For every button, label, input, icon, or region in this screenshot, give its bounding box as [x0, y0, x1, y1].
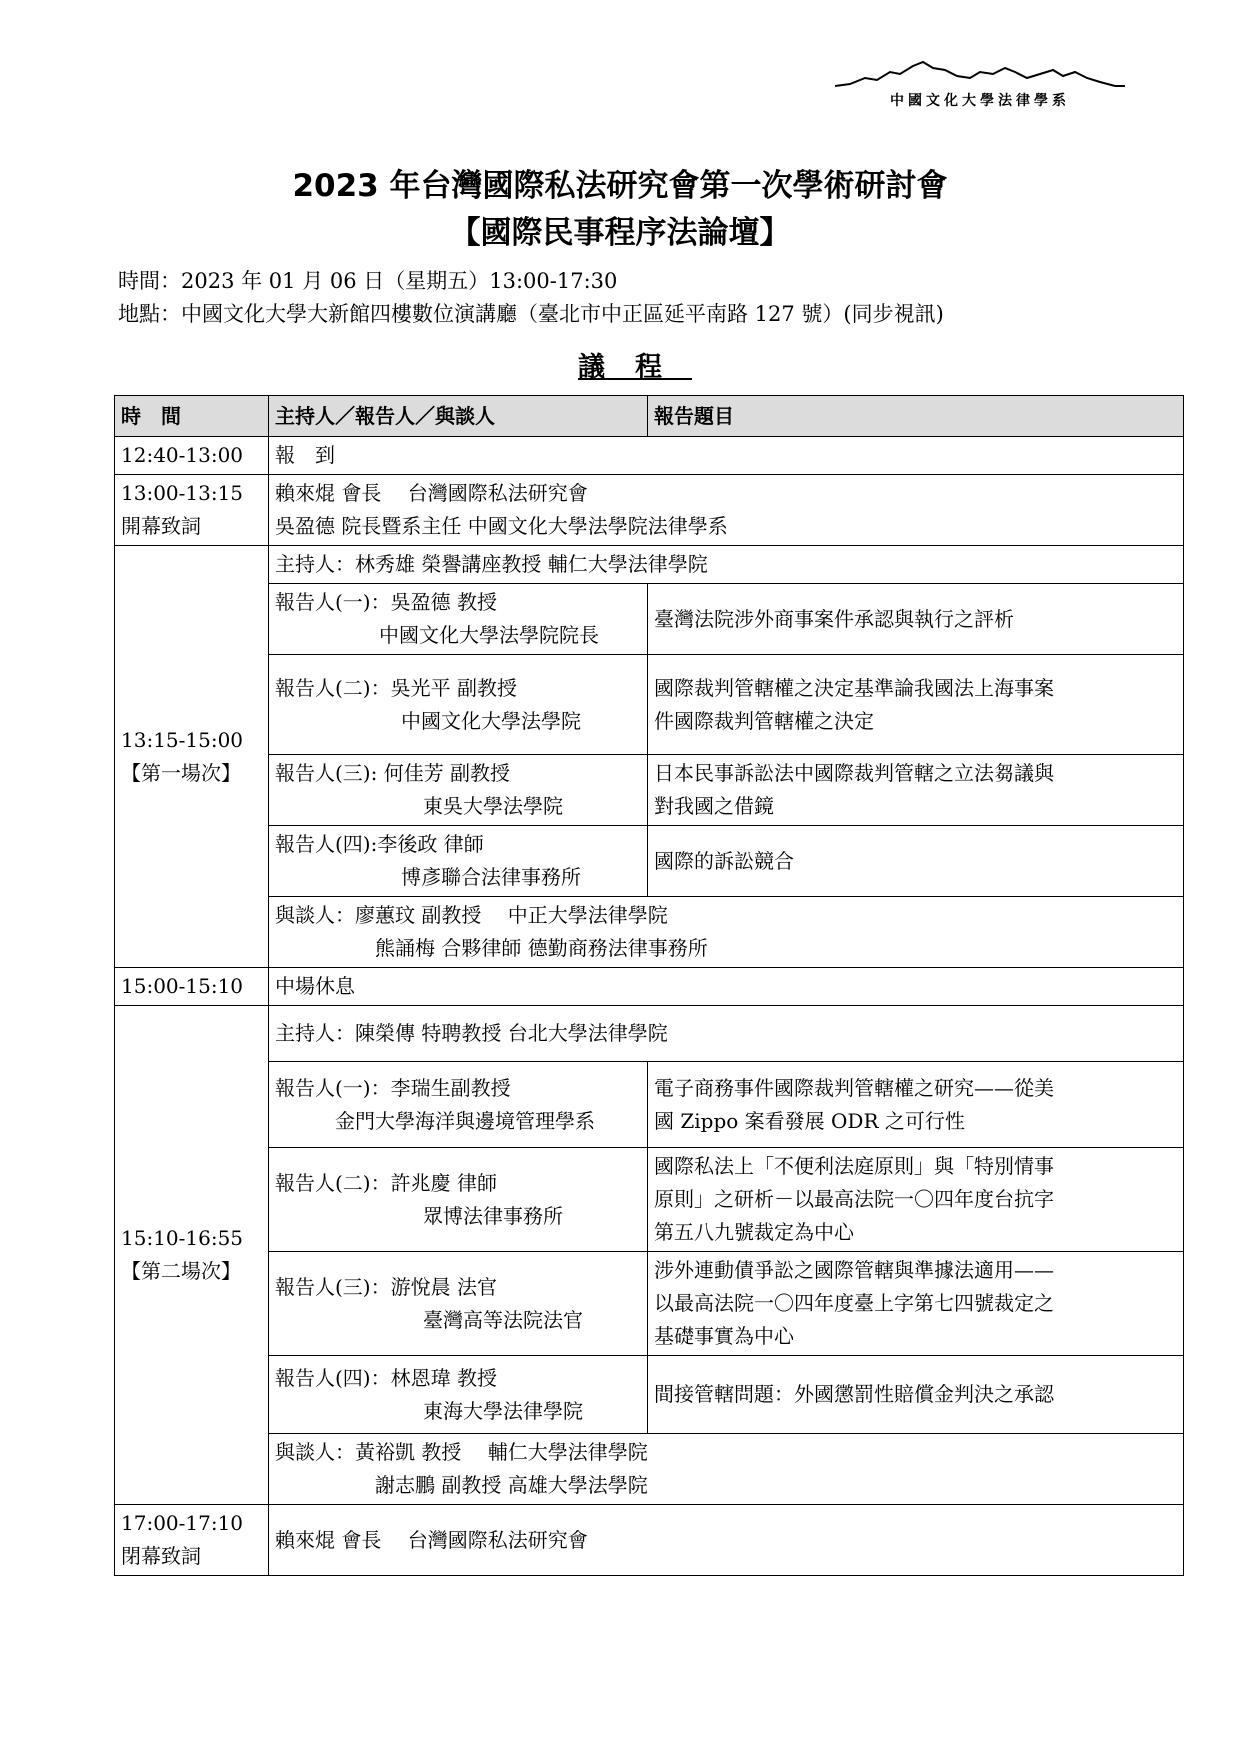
agenda-heading: 議程 [578, 352, 692, 383]
table-row [115, 1505, 1184, 1576]
time-cell: 12:40-13:00 [115, 437, 269, 475]
discussant-cell: 與談人：黃裕凱 教授 輔仁大學法律學院 謝志鵬 副教授 高雄大學法學院 [269, 1434, 1184, 1505]
topic-cell: 臺灣法院涉外商事案件承認與執行之評析 [648, 584, 1184, 655]
table-row [115, 475, 1184, 546]
time-cell: 17:00-17:10 閉幕致詞 [115, 1505, 269, 1576]
discussant-cell: 與談人：廖蕙玟 副教授 中正大學法律學院 熊誦梅 合夥律師 德勤商務法律事務所 [269, 897, 1184, 968]
table-row [115, 1062, 1184, 1148]
table-row [115, 1252, 1184, 1356]
topic-cell: 國際裁判管轄權之決定基準論我國法上海事案 件國際裁判管轄權之決定 [648, 655, 1184, 755]
topic-cell: 國際的訴訟競合 [648, 826, 1184, 897]
topic-cell: 涉外連動債爭訟之國際管轄與準據法適用—— 以最高法院一〇四年度臺上字第七四號裁定之 基礎事實為中心 [648, 1252, 1184, 1356]
speaker-cell: 報告人(四)：林恩瑋 教授 東海大學法律學院 [269, 1356, 648, 1434]
speaker-cell: 報告人(二)：許兆慶 律師 眾博法律事務所 [269, 1148, 648, 1252]
table-row [115, 584, 1184, 655]
break-cell: 中場休息 [269, 968, 1184, 1006]
table-row [115, 897, 1184, 968]
agenda-table [114, 395, 1184, 1576]
header-people: 主持人／報告人／與談人 [269, 396, 648, 437]
closing-cell: 賴來焜 會長 台灣國際私法研究會 [269, 1505, 1184, 1576]
topic-cell: 國際私法上「不便利法庭原則」與「特別情事 原則」之研析－以最高法院一〇四年度台抗字 第五八九號裁定為中心 [648, 1148, 1184, 1252]
table-row [115, 1006, 1184, 1062]
session1-time-cell: 13:15-15:00 【第一場次】 [115, 546, 269, 968]
session2-host: 主持人：陳榮傳 特聘教授 台北大學法律學院 [269, 1006, 1184, 1062]
time-cell: 15:00-15:10 [115, 968, 269, 1006]
event-place: 地點：中國文化大學大新館四樓數位演講廳（臺北市中正區延平南路 127 號）(同步視訊) [118, 302, 944, 326]
speaker-cell: 報告人(一)：吳盈德 教授 中國文化大學法學院院長 [269, 584, 648, 655]
topic-cell: 間接管轄問題：外國懲罰性賠償金判決之承認 [648, 1356, 1184, 1434]
table-header-row [115, 396, 1184, 437]
department-logo [835, 58, 1125, 118]
speaker-cell: 報告人(一)：李瑞生副教授 金門大學海洋與邊境管理學系 [269, 1062, 648, 1148]
speaker-cell: 報告人(三): 何佳芳 副教授 東吳大學法學院 [269, 755, 648, 826]
table-row [115, 968, 1184, 1006]
opening-cell: 賴來焜 會長 台灣國際私法研究會 吳盈德 院長暨系主任 中國文化大學法學院法律學系 [269, 475, 1184, 546]
topic-cell: 日本民事訴訟法中國際裁判管轄之立法芻議與 對我國之借鏡 [648, 755, 1184, 826]
speaker-cell: 報告人(三)：游悅晨 法官 臺灣高等法院法官 [269, 1252, 648, 1356]
session2-time-cell: 15:10-16:55 【第二場次】 [115, 1006, 269, 1505]
table-row [115, 1356, 1184, 1434]
topic-cell: 電子商務事件國際裁判管轄權之研究——從美 國 Zippo 案看發展 ODR 之可行性 [648, 1062, 1184, 1148]
table-row [115, 1148, 1184, 1252]
event-time: 時間：2023 年 01 月 06 日（星期五）13:00-17:30 [118, 269, 618, 293]
table-row [115, 437, 1184, 475]
table-row [115, 655, 1184, 755]
header-topic: 報告題目 [648, 396, 1184, 437]
time-cell: 13:00-13:15 開幕致詞 [115, 475, 269, 546]
logo-text: 中國文化大學法律學系 [890, 93, 1070, 109]
table-row [115, 1434, 1184, 1505]
speaker-cell: 報告人(二)：吳光平 副教授 中國文化大學法學院 [269, 655, 648, 755]
speaker-cell: 報告人(四):李後政 律師 博彥聯合法律事務所 [269, 826, 648, 897]
header-time: 時 間 [115, 396, 269, 437]
checkin-cell: 報 到 [269, 437, 1184, 475]
page-subtitle: 【國際民事程序法論壇】 [449, 215, 791, 251]
table-row [115, 755, 1184, 826]
table-row [115, 826, 1184, 897]
session1-host: 主持人：林秀雄 榮譽講座教授 輔仁大學法律學院 [269, 546, 1184, 584]
page-title: 2023 年台灣國際私法研究會第一次學術研討會 [292, 168, 948, 204]
table-row [115, 546, 1184, 584]
